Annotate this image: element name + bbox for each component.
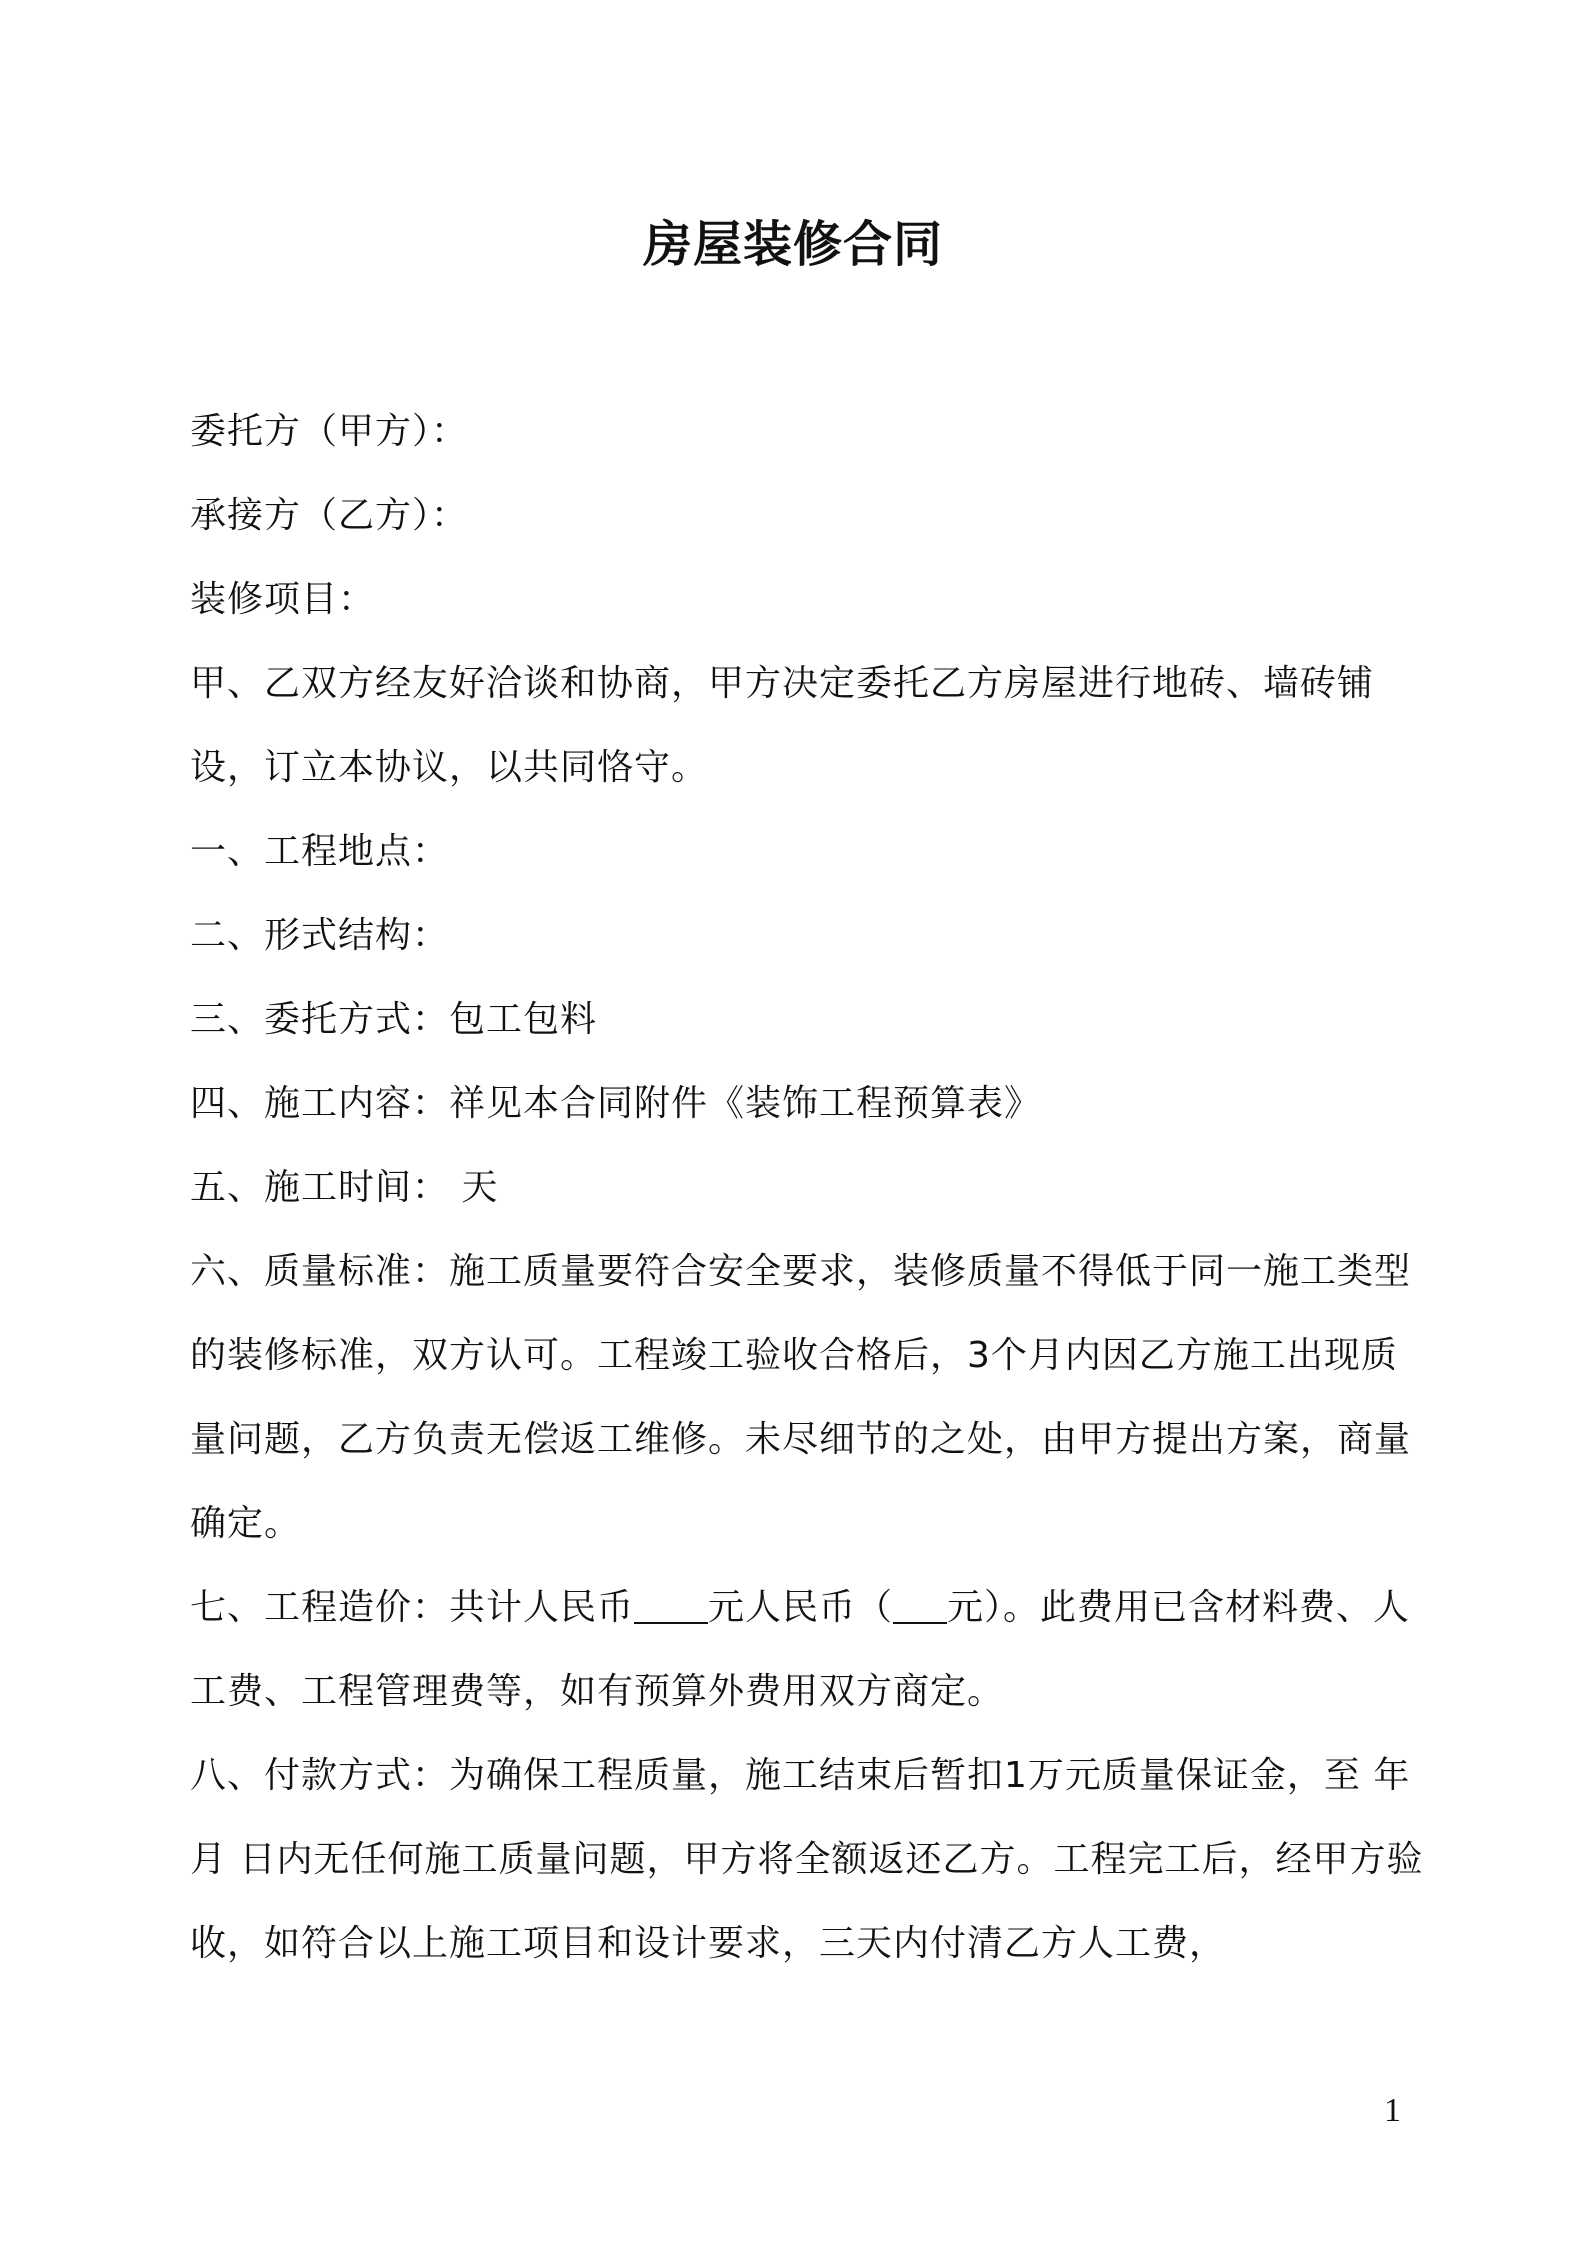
clause-payment-method: 八、付款方式：为确保工程质量，施工结束后暂扣1万元质量保证金，至 年 月 日内无任何施工质量问题，甲方将全额返还乙方。工程完工后，经甲方验收，如符合以上施工项目和设计要求，三天内付清乙方人工费， [190, 1755, 1424, 1964]
clause-structure: 二、形式结构： [190, 915, 450, 956]
clause-quality-standard: 六、质量标准：施工质量要符合安全要求，装修质量不得低于同一施工类型的装修标准，双方认可。工程竣工验收合格后，3个月内因乙方施工出现质量问题，乙方负责无偿返工维修。未尽细节的之处，由甲方提出方案，商量确定。 [190, 1251, 1412, 1544]
page-number: 1 [1384, 2092, 1401, 2129]
document-title: 房屋装修合同 [642, 216, 943, 273]
project-field: 装修项目： [190, 579, 376, 620]
clause-project-cost [190, 1566, 1430, 1734]
clause-commission-method: 三、委托方式：包工包料 [190, 999, 598, 1040]
cost-amount-upper-blank [893, 1585, 947, 1625]
cost-text-part2: 元人民币（ [708, 1587, 894, 1628]
document-body [190, 390, 1430, 1986]
preamble-paragraph: 甲、乙双方经友好洽谈和协商，甲方决定委托乙方房屋进行地砖、墙砖铺设，订立本协议，以共同恪守。 [190, 663, 1375, 788]
clause-location: 一、工程地点： [190, 831, 450, 872]
cost-text-part3: 元）。此费用已含材料费、人工费、工程管理费等，如有预算外费用双方商定。 [190, 1587, 1411, 1712]
clause-construction-time: 五、施工时间： 天 [190, 1167, 499, 1208]
party-a-field: 委托方（甲方）： [190, 411, 469, 452]
clause-construction-content: 四、施工内容：祥见本合同附件《装饰工程预算表》 [190, 1083, 1042, 1124]
cost-amount-blank [634, 1585, 708, 1625]
party-b-field: 承接方（乙方）： [190, 495, 469, 536]
cost-text-part1: 七、工程造价：共计人民币 [190, 1587, 635, 1628]
